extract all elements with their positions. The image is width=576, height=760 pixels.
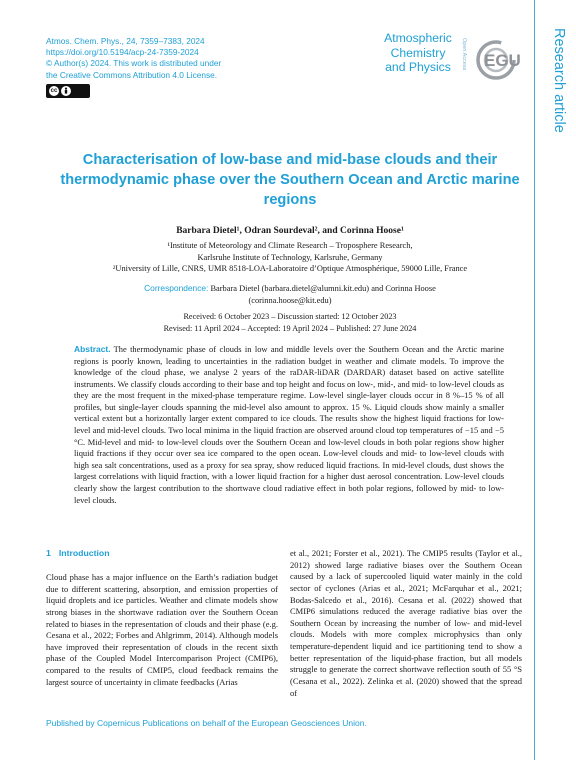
abstract-label: Abstract. — [74, 344, 111, 354]
affiliations — [46, 240, 534, 275]
journal-name — [370, 31, 466, 75]
article-meta — [46, 36, 221, 81]
body-column-right: et al., 2021; Forster et al., 2021). The CMIP5 results (Taylor et al., 2012) showed large radiative biases over the Southern Ocean caused by a lack of supercooled liquid water mainly in the cold sector of cyclones (Arias et al., 2021; McFarquhar et al., 2021; Bodas-Salcedo et al., 2016). Cesana et al. (2022) showed that CMIP6 simulations reduced the average radiative bias over the Southern Ocean by increasing the number of low- and mid-level clouds. Models with more complex microphysics than only temperature-dependent liquid and ice partitioning tend to show a better representation of the liquid-phase fraction, but all models struggle to generate the correct shortwave reflection south of 55 °S (Cesana et al., 2022). Zelinka et al. (2020) showed that the spread of — [290, 548, 522, 698]
correspondence-label: Correspondence: — [144, 283, 209, 293]
journal-line-2: Chemistry — [390, 45, 446, 60]
copyright: © Author(s) 2024. This work is distributed under — [46, 58, 222, 69]
body-column-left: Cloud phase has a major influence on the Earth’s radiation budget due to different scattering, absorption, and emission properties of liquid droplets and ice particles. Weather and climate models show strong biases in the shortwave radiation over the Southern Ocean related to biases in the representation of clouds and their phase (e.g. Cesana et al., 2022; Forbes and Ahlgrimm, 2014). Although models have improved their representation of clouds in the recent sixth phase of the Coupled Model Intercomparison Project (CMIP6), compared to the results of CMIP5, cloud feedback remains the largest source of uncertainty in climate feedbacks (Arias — [46, 572, 278, 687]
egu-logo-text: EGU — [484, 51, 521, 70]
published-line: Revised: 11 April 2024 – Accepted: 19 April 2024 – Published: 27 June 2024 — [163, 324, 417, 334]
affiliation-2: ²University of Lille, CNRS, UMR 8518-LOA-Laboratoire d’Optique Atmosphérique, 59000 Lille, France — [112, 264, 468, 273]
license-link[interactable]: the Creative Commons Attribution 4.0 License. — [46, 69, 218, 80]
section-number: 1 — [46, 548, 51, 558]
article-type-sidebar — [534, 0, 576, 760]
author-list: Barbara Dietel¹, Odran Sourdeval², and Corinna Hoose¹ — [176, 226, 404, 236]
article-type: Research article — [551, 28, 567, 133]
section-title: Introduction — [58, 548, 110, 558]
abstract-text: The thermodynamic phase of clouds in low and middle levels over the Southern Ocean and the Arctic marine regions is poorly known, leading to uncertainties in the radiation budget in weather and climate models. To improve the knowledge of the cloud phase, we analyse 2 years of the raDAR-liDAR (DARDAR) dataset based on active satellite instruments. We classify clouds according to their base and top height and focus on low-, mid-, and mid- to low-level clouds as they are the most frequent in the mixed-phase temperature regime. Low-level single-layer clouds occur in 8 %–15 % of all profiles, but single-layer clouds spanning the mid-level also amount to approx. 15 %. Liquid clouds show mainly a smaller vertical extent but a horizontally larger extent compared to ice clouds. The results show the highest liquid fractions for low-level and mid-level clouds. Two local minima in the liquid fraction are observed around cloud top temperatures of −15 and −5 °C. Mid-level and mid- to low-level clouds over the Southern Ocean and low-level clouds in both polar regions show higher liquid fractions if they occur over sea ice compared to the open ocean. Low-level clouds and mid- to low-level clouds with high sea salt concentrations, used as a proxy for sea spray, show reduced liquid fractions. In mid-level clouds, dust shows the largest correlations with liquid fraction, with a lower liquid fraction for a higher dust aerosol concentration. Low-level clouds clearly show the largest contribution to the shortwave cloud radiative effect in both polar regions, followed by mid- to low-level clouds. — [74, 344, 504, 505]
correspondence — [46, 283, 534, 306]
correspondence-line-2[interactable]: (corinna.hoose@kit.edu) — [248, 295, 332, 305]
abstract — [74, 344, 504, 506]
correspondence-line-1[interactable]: Barbara Dietel (barbara.dietel@alumni.kit.edu) and Corinna Hoose — [210, 284, 436, 293]
cc-icon: cc — [50, 88, 58, 94]
journal-line-3: and Physics — [385, 60, 451, 74]
egu-logo — [474, 38, 524, 87]
by-icon — [61, 86, 71, 96]
section-heading — [46, 548, 110, 558]
open-access-label: Open Access — [461, 38, 467, 71]
affiliation-1a: ¹Institute of Meteorology and Climate Research – Troposphere Research, — [167, 241, 413, 250]
doi-link[interactable]: https://doi.org/10.5194/acp-24-7359-2024 — [46, 47, 199, 58]
citation: Atmos. Chem. Phys., 24, 7359–7383, 2024 — [46, 36, 205, 46]
journal-line-1: Atmospheric — [384, 31, 452, 45]
paper-title: Characterisation of low-base and mid-base clouds and their thermodynamic phase over the Southern Ocean and Arctic marine regions — [60, 152, 520, 208]
cc-by-badge[interactable] — [46, 84, 90, 98]
publication-dates — [46, 311, 534, 336]
publisher-footer[interactable]: Published by Copernicus Publications on behalf of the European Geosciences Union. — [46, 718, 367, 728]
received-line: Received: 6 October 2023 – Discussion started: 12 October 2023 — [183, 312, 397, 321]
affiliation-1b: Karlsruhe Institute of Technology, Karlsruhe, Germany — [197, 252, 383, 262]
